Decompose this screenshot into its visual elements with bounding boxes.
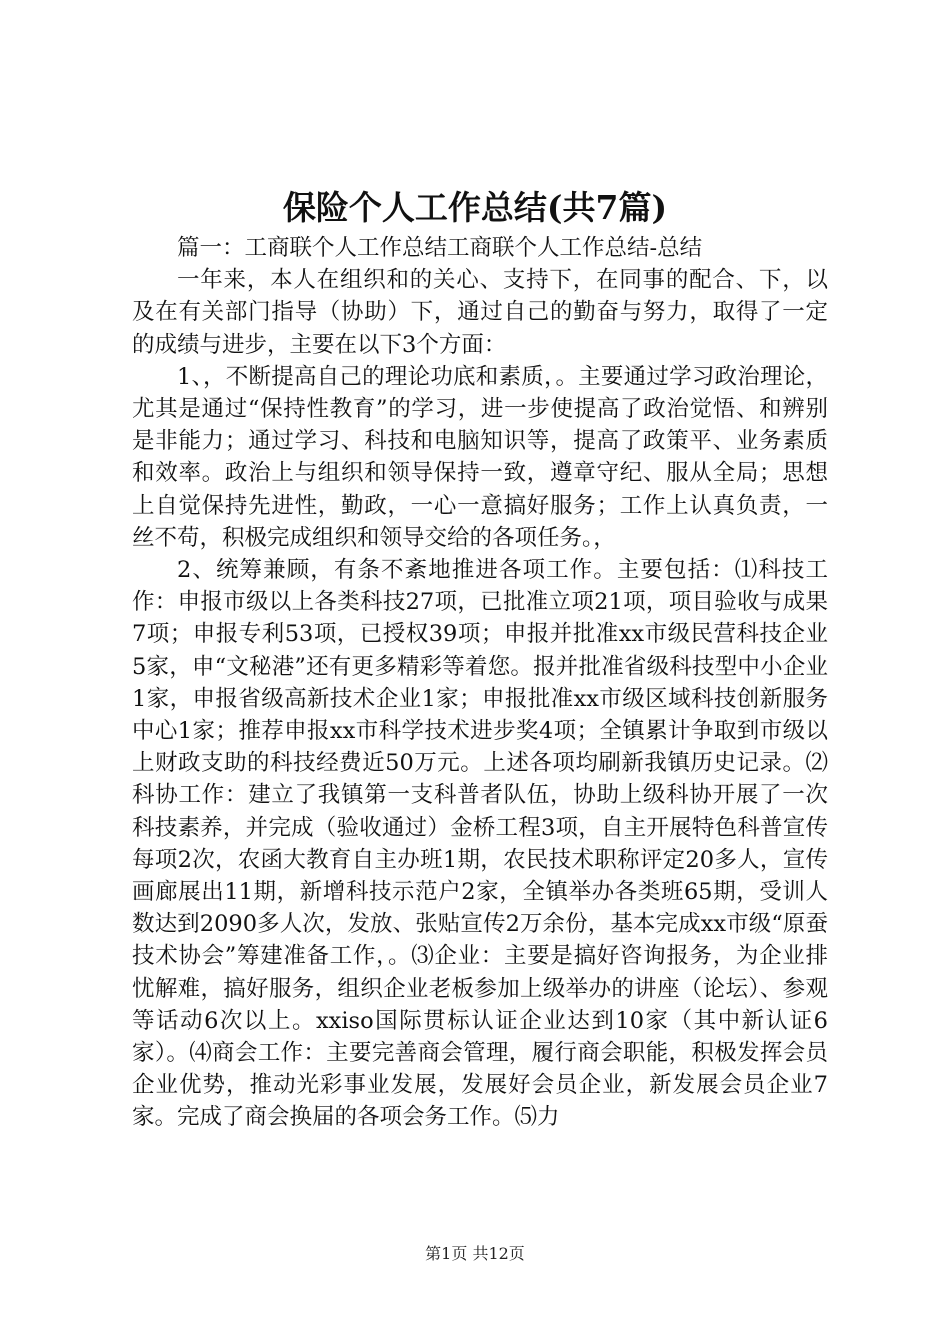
point-1-paragraph: 1、，不断提高自己的理论功底和素质，。主要通过学习政治理论，尤其是通过“保持性教育”的学习，进一步使提高了政治觉悟、和辨别是非能力；通过学习、科技和电脑知识等，提高了政策平、业务素质和效率。政治上与组织和领导保持一致，遵章守纪、服从全局；思想上自觉保持先进性，勤政，一心一意搞好服务；工作上认真负责，一丝不苟，积极完成组织和领导交给的各项任务。， [132, 363, 828, 551]
point-2-paragraph: 2、统筹兼顾，有条不紊地推进各项工作。主要包括：⑴科技工作：申报市级以上各类科技27项，已批准立项21项，项目验收与成果7项；申报专利53项，已授权39项；申报并批准xx市级民营科技企业5家，申“文秘港”还有更多精彩等着您。报并批准省级科技型中小企业1家，申报省级高新技术企业1家；申报批准xx市级区域科技创新服务中心1家；推荐申报xx市科学技术进步奖4项；全镇累计争取到市级以上财政支助的科技经费近50万元。上述各项均刷新我镇历史记录。⑵科协工作：建立了我镇第一支科普者队伍，协助上级科协开展了一次科技素养，并完成（验收通过）金桥工程3项，自主开展特色科普宣传每项2次，农函大教育自主办班1期，农民技术职称评定20多人，宣传画廊展出11期，新增科技示范户2家，全镇举办各类班65期，受训人数达到2090多人次，发放、张贴宣传2万余份，基本完成xx市级“原蚕技术协会”筹建准备工作，。⑶企业：主要是搞好咨询报务，为企业排忧解难，搞好服务，组织企业老板参加上级举办的讲座（论坛）、参观等话动6次以上。xxiso国际贯标认证企业达到10家（其中新认证6家）。⑷商会工作：主要完善商会管理，履行商会职能，积极发挥会员企业优势，推动光彩事业发展，发展好会员企业，新发展会员企业7家。完成了商会换届的各项会务工作。⑸力 [132, 557, 828, 1131]
chapter-heading-paragraph: 篇一：工商联个人工作总结工商联个人工作总结-总结 [177, 235, 703, 261]
document-title: 保险个人工作总结(共7篇) [282, 188, 668, 227]
page-number-footer: 第1页 共12页 [425, 1244, 525, 1263]
intro-paragraph: 一年来，本人在组织和的关心、支持下，在同事的配合、下，以及在有关部门指导（协助）下，通过自己的勤奋与努力，取得了一定的成绩与进步，主要在以下3个方面： [132, 267, 828, 358]
document-body [132, 232, 828, 1134]
